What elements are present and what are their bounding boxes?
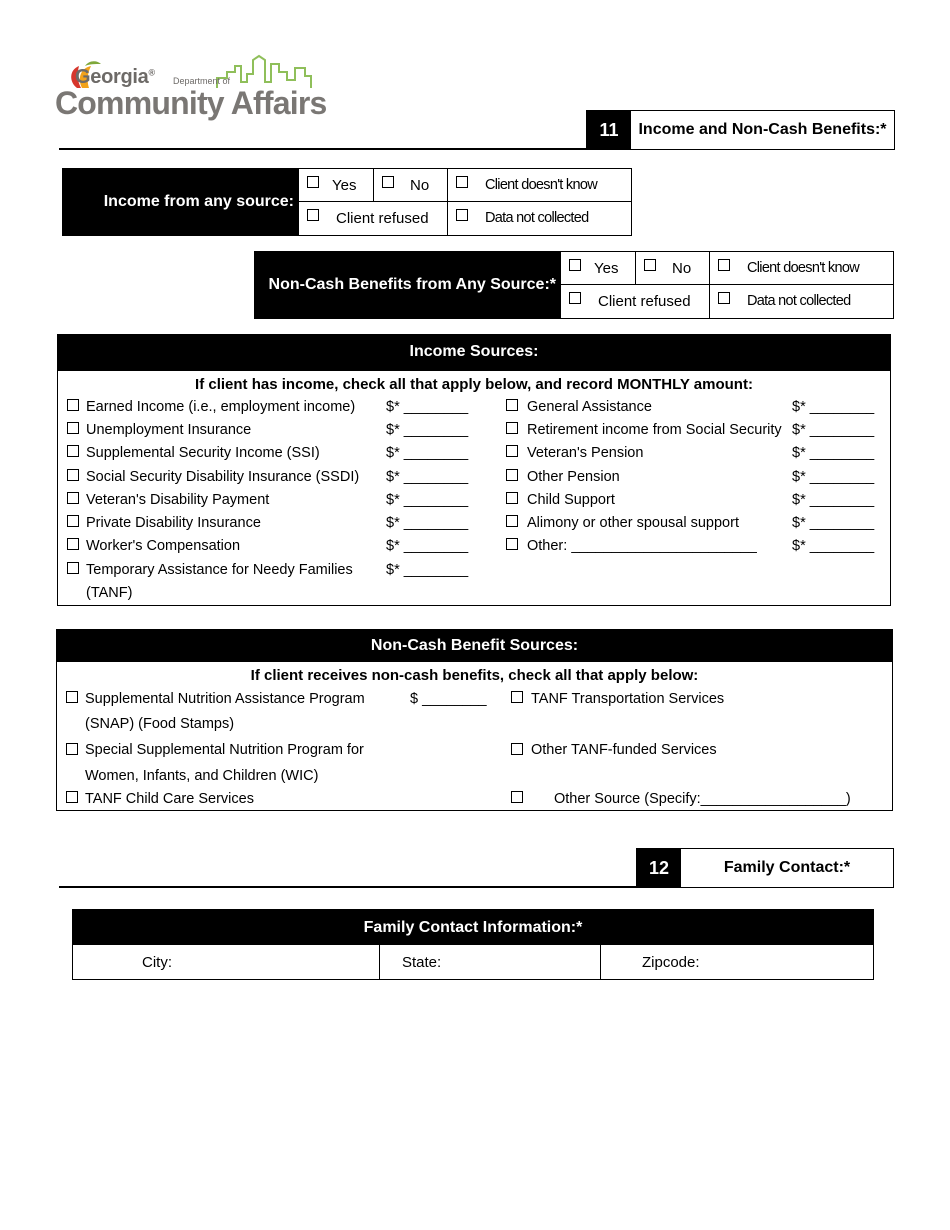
income-source-label: Worker's Compensation: [86, 538, 241, 554]
option-label: Data not collected: [747, 293, 851, 309]
section-12-header: [636, 848, 894, 888]
zipcode-field[interactable]: [601, 945, 872, 979]
checkbox-icon[interactable]: [456, 176, 468, 188]
option-not-collected[interactable]: [710, 285, 894, 318]
option-yes[interactable]: [561, 252, 636, 285]
income-left-checkbox[interactable]: [67, 492, 79, 504]
wic-checkbox[interactable]: [66, 743, 78, 755]
agency-logo: [55, 52, 325, 126]
snap-label-continued: (SNAP) (Food Stamps): [85, 716, 235, 732]
income-right-checkbox[interactable]: [506, 445, 518, 457]
income-left-checkbox[interactable]: [67, 515, 79, 527]
option-dont-know[interactable]: [448, 169, 632, 202]
income-source-label: Veteran's Pension: [527, 445, 644, 461]
section-11-rule: [59, 148, 587, 150]
option-dont-know[interactable]: [710, 252, 894, 285]
income-amount-field[interactable]: $* ________: [792, 538, 875, 554]
zipcode-label: Zipcode:: [642, 953, 700, 971]
income-amount-field[interactable]: $* ________: [792, 515, 875, 531]
transportation-checkbox[interactable]: [511, 691, 523, 703]
income-amount-field[interactable]: $* ________: [386, 399, 469, 415]
family-contact-title: Family Contact Information:*: [73, 910, 873, 945]
income-amount-field[interactable]: $* ________: [386, 422, 469, 438]
income-source-label: General Assistance: [527, 399, 652, 415]
income-source-label: Other: _______________________: [527, 538, 757, 554]
family-contact-table: [72, 909, 874, 980]
question-label: Non-Cash Benefits from Any Source:*: [254, 251, 560, 319]
checkbox-icon[interactable]: [569, 259, 581, 271]
option-refused[interactable]: [299, 202, 448, 235]
income-any-source-question: [62, 168, 632, 236]
state-label: State:: [402, 953, 442, 971]
income-source-label: Child Support: [527, 492, 615, 508]
option-label: No: [410, 177, 430, 194]
panel-instruction: If client has income, check all that apply below, and record MONTHLY amount:: [195, 376, 753, 393]
checkbox-icon[interactable]: [307, 176, 319, 188]
snap-label: Supplemental Nutrition Assistance Program: [85, 691, 365, 707]
option-label: Yes: [332, 177, 357, 194]
income-amount-field[interactable]: $* ________: [792, 422, 875, 438]
checkbox-icon[interactable]: [382, 176, 394, 188]
income-amount-field[interactable]: $* ________: [386, 469, 469, 485]
income-sources-panel: [57, 334, 891, 606]
income-right-checkbox[interactable]: [506, 469, 518, 481]
option-label: Client doesn't know: [747, 260, 859, 276]
logo-dept: Department of: [173, 76, 231, 86]
income-right-checkbox[interactable]: [506, 399, 518, 411]
city-label: City:: [142, 953, 172, 971]
option-label: Client doesn't know: [485, 177, 597, 193]
income-source-label: Unemployment Insurance: [86, 422, 252, 438]
income-source-label: Supplemental Security Income (SSI): [86, 445, 320, 461]
income-source-label: Social Security Disability Insurance (SSDI): [86, 469, 360, 485]
logo-state: Georgia: [75, 66, 149, 88]
income-left-checkbox[interactable]: [67, 422, 79, 434]
income-amount-field[interactable]: $* ________: [386, 492, 469, 508]
option-label: Yes: [594, 260, 619, 277]
option-label: Data not collected: [485, 210, 589, 226]
option-not-collected[interactable]: [448, 202, 632, 235]
state-field[interactable]: [380, 945, 601, 979]
option-refused[interactable]: [561, 285, 710, 318]
panel-title: Income Sources:: [58, 335, 890, 371]
question-label: Income from any source:: [62, 168, 298, 236]
income-amount-field[interactable]: $* ________: [386, 445, 469, 461]
income-left-checkbox[interactable]: [67, 562, 79, 574]
income-source-label: Other Pension: [527, 469, 620, 485]
income-left-checkbox[interactable]: [67, 399, 79, 411]
option-label: Client refused: [336, 210, 429, 227]
wic-label: Special Supplemental Nutrition Program for: [85, 742, 364, 758]
answer-grid: [298, 168, 632, 236]
snap-amount-field[interactable]: $ ________: [410, 691, 487, 707]
noncash-sources-panel: [56, 629, 893, 811]
section-number: 12: [637, 849, 681, 887]
transportation-label: TANF Transportation Services: [531, 691, 725, 707]
checkbox-icon[interactable]: [307, 209, 319, 221]
income-source-label: Veteran's Disability Payment: [86, 492, 270, 508]
panel-instruction: If client receives non-cash benefits, check all that apply below:: [250, 667, 699, 684]
other-tanf-checkbox[interactable]: [511, 743, 523, 755]
option-label: Client refused: [598, 293, 691, 310]
other-source-checkbox[interactable]: [511, 791, 523, 803]
income-amount-field[interactable]: $* ________: [792, 469, 875, 485]
income-left-checkbox[interactable]: [67, 445, 79, 457]
panel-title: Non-Cash Benefit Sources:: [57, 630, 892, 662]
income-amount-field[interactable]: $* ________: [386, 515, 469, 531]
income-right-checkbox[interactable]: [506, 515, 518, 527]
income-amount-field[interactable]: $* ________: [792, 445, 875, 461]
checkbox-icon[interactable]: [718, 292, 730, 304]
income-amount-field[interactable]: $* ________: [792, 399, 875, 415]
other-source-label[interactable]: Other Source (Specify:__________________): [554, 791, 851, 807]
income-amount-field[interactable]: $* ________: [792, 492, 875, 508]
child-care-checkbox[interactable]: [66, 791, 78, 803]
option-no[interactable]: [374, 169, 448, 202]
checkbox-icon[interactable]: [456, 209, 468, 221]
income-amount-field[interactable]: $* ________: [386, 562, 469, 578]
income-left-checkbox[interactable]: [67, 469, 79, 481]
wic-label-continued: Women, Infants, and Children (WIC): [85, 768, 319, 784]
logo-skyline-icon: [217, 56, 311, 88]
section-title: Income and Non-Cash Benefits:*: [638, 121, 887, 138]
checkbox-icon[interactable]: [644, 259, 656, 271]
income-source-label: Temporary Assistance for Needy Families: [86, 562, 353, 578]
income-left-checkbox[interactable]: [67, 538, 79, 550]
income-right-checkbox[interactable]: [506, 538, 518, 550]
other-tanf-label: Other TANF-funded Services: [531, 742, 717, 758]
tanf-continuation: (TANF): [86, 585, 133, 601]
income-source-label: Private Disability Insurance: [86, 515, 261, 531]
income-right-checkbox[interactable]: [506, 492, 518, 504]
noncash-any-source-question: [254, 251, 894, 319]
section-12-rule: [59, 886, 637, 888]
income-source-label: Earned Income (i.e., employment income): [86, 399, 356, 415]
option-yes[interactable]: [299, 169, 374, 202]
income-amount-field[interactable]: $* ________: [386, 538, 469, 554]
section-title: Family Contact:*: [723, 859, 851, 876]
checkbox-icon[interactable]: [569, 292, 581, 304]
snap-checkbox[interactable]: [66, 691, 78, 703]
logo-registered: ®: [148, 67, 155, 78]
section-11-header: [586, 110, 895, 150]
child-care-label: TANF Child Care Services: [85, 791, 254, 807]
answer-grid: [560, 251, 894, 319]
logo-agency: Community Affairs: [55, 85, 327, 121]
option-label: No: [672, 260, 692, 277]
income-right-checkbox[interactable]: [506, 422, 518, 434]
option-no[interactable]: [636, 252, 710, 285]
city-field[interactable]: [73, 945, 380, 979]
income-source-label: Alimony or other spousal support: [527, 515, 739, 531]
checkbox-icon[interactable]: [718, 259, 730, 271]
section-number: 11: [587, 111, 631, 149]
income-source-label: Retirement income from Social Security: [527, 422, 782, 438]
